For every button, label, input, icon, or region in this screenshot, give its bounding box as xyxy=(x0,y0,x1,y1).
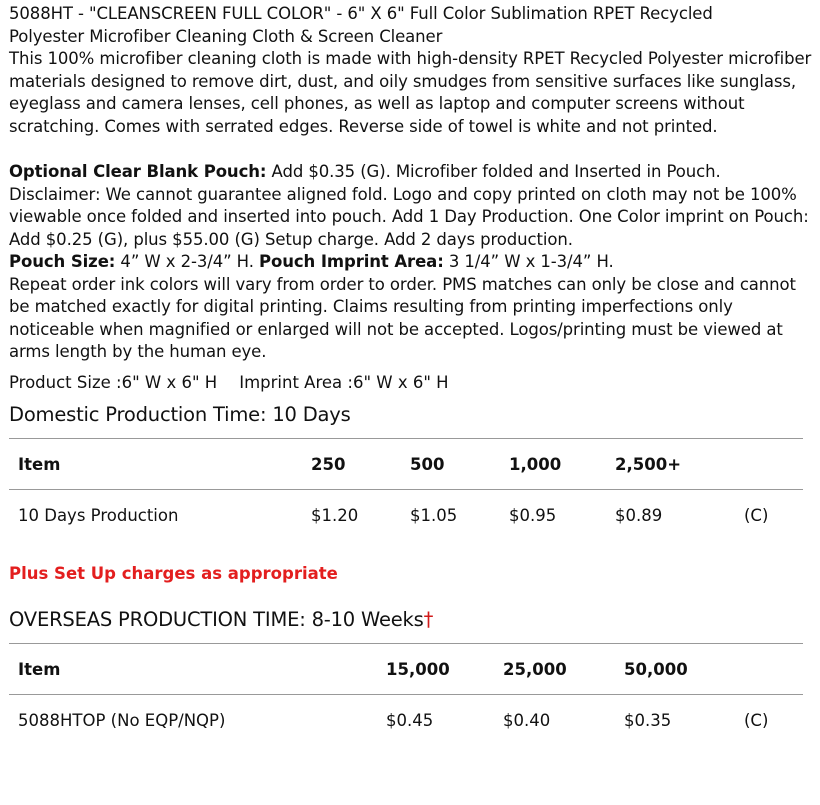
table-cell: $1.20 xyxy=(311,506,359,525)
table-cell: 10 Days Production xyxy=(18,506,179,525)
table-cell: $0.35 xyxy=(624,711,672,730)
overseas-heading xyxy=(9,607,814,633)
table-cell: $1.05 xyxy=(410,506,458,525)
column-header xyxy=(735,644,803,695)
pouch-option-text xyxy=(9,161,814,364)
product-detail xyxy=(9,3,814,746)
table-header-row xyxy=(9,439,803,490)
table-cell: $0.89 xyxy=(615,506,663,525)
product-title-line-1: 5088HT - "CLEANSCREEN FULL COLOR" - 6" X 6" Full Color Sublimation RPET Recycled xyxy=(9,4,713,23)
overseas-heading-text: OVERSEAS PRODUCTION TIME: 8-10 Weeks xyxy=(9,608,424,631)
column-header: 500 xyxy=(401,439,500,490)
spacer xyxy=(9,138,814,161)
table-cell: (C) xyxy=(744,506,769,525)
dagger-footnote-mark: † xyxy=(423,608,434,631)
pouch-size-value: 4” W x 2-3/4” H. xyxy=(115,252,259,271)
pouch-imprint-value: 3 1/4” W x 1-3/4” H. xyxy=(443,252,614,271)
column-header: Item xyxy=(9,644,377,695)
pouch-size-label: Pouch Size: xyxy=(9,252,116,271)
domestic-price-table xyxy=(9,438,803,541)
overseas-price-table xyxy=(9,643,803,746)
column-header: 1,000 xyxy=(500,439,606,490)
product-title xyxy=(9,3,814,48)
table-cell: $0.40 xyxy=(503,711,551,730)
column-header xyxy=(735,439,803,490)
setup-charges-note: Plus Set Up charges as appropriate xyxy=(9,564,338,583)
pouch-option-details: Add $0.35 (G). Microfiber folded and Inserted in Pouch. Disclaimer: We cannot guarantee aligned fold. Logo and copy printed on cloth may not be 100% viewable once folded and inserted into pouch. Add 1 Day Production. One Color imprint on Pouch: Add $0.25 (G), plus $55.00 (G) Setup charge. Add 2 days production. xyxy=(9,162,809,249)
column-header: 50,000 xyxy=(615,644,735,695)
column-header: 250 xyxy=(302,439,401,490)
pouch-option-label: Optional Clear Blank Pouch: xyxy=(9,162,267,181)
table-row xyxy=(9,490,803,542)
table-cell: 5088HTOP (No EQP/NQP) xyxy=(18,711,226,730)
table-cell: $0.95 xyxy=(509,506,557,525)
repeat-order-note: Repeat order ink colors will vary from order to order. PMS matches can only be close and cannot be matched exactly for digital printing. Claims resulting from printing imperfections only noticeable when magnified or enlarged will not be accepted. Logos/printing must be viewed at arms length by the human eye. xyxy=(9,274,796,361)
column-header: 15,000 xyxy=(377,644,494,695)
table-cell: $0.45 xyxy=(386,711,434,730)
product-title-line-2: Polyester Microfiber Cleaning Cloth & Screen Cleaner xyxy=(9,26,443,46)
product-description: This 100% microfiber cleaning cloth is made with high-density RPET Recycled Polyester microfiber materials designed to remove dirt, dust, and oily smudges from sensitive surfaces like sunglass, eyeglass and camera lenses, cell phones, as well as laptop and computer screens without scratching. Comes with serrated edges. Reverse side of towel is white and not printed. xyxy=(9,49,812,136)
size-info xyxy=(9,372,814,395)
column-header: 25,000 xyxy=(494,644,615,695)
table-row xyxy=(9,695,803,747)
column-header: 2,500+ xyxy=(606,439,735,490)
column-header: Item xyxy=(9,439,302,490)
domestic-heading: Domestic Production Time: 10 Days xyxy=(9,403,351,426)
table-cell: (C) xyxy=(744,711,769,730)
table-header-row xyxy=(9,644,803,695)
imprint-area: Imprint Area :6" W x 6" H xyxy=(239,372,449,392)
pouch-imprint-label: Pouch Imprint Area: xyxy=(259,252,444,271)
product-size: Product Size :6" W x 6" H xyxy=(9,372,218,392)
